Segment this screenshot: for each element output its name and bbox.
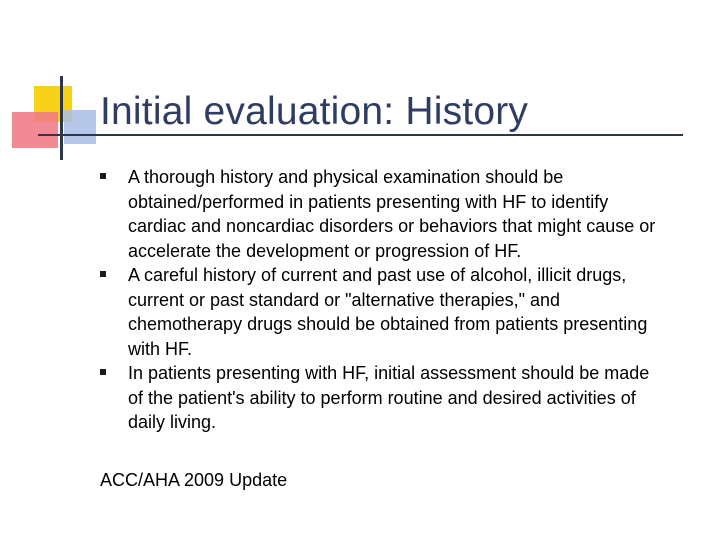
bullet-text: In patients presenting with HF, initial assessment should be made of the patient's ability to perform routine and desired activities of daily living.	[128, 363, 650, 432]
slide-decoration-logo	[0, 0, 110, 170]
square-bullet-icon	[100, 173, 106, 179]
bullet-text: A careful history of current and past use of alcohol, illicit drugs, current or past standard or "alternative therapies," and chemotherapy drugs should be obtained from patients presenting with HF.	[128, 265, 648, 359]
square-bullet-icon	[100, 369, 106, 375]
bullet-item	[100, 263, 665, 361]
title-underline-rule	[38, 134, 683, 136]
source-citation: ACC/AHA 2009 Update	[100, 470, 288, 490]
square-bullet-icon	[100, 271, 106, 277]
vertical-rule	[60, 76, 63, 160]
slide-title: Initial evaluation: History	[100, 90, 529, 133]
red-square-decoration	[12, 112, 58, 148]
bullet-list	[100, 165, 665, 435]
bullet-text: A thorough history and physical examination should be obtained/performed in patients presenting with HF to identify cardiac and noncardiac disorders or behaviors that might cause or accelerate the development or progression of HF.	[128, 167, 656, 261]
bullet-item	[100, 361, 665, 435]
bullet-item	[100, 165, 665, 263]
blue-square-decoration	[64, 110, 96, 144]
